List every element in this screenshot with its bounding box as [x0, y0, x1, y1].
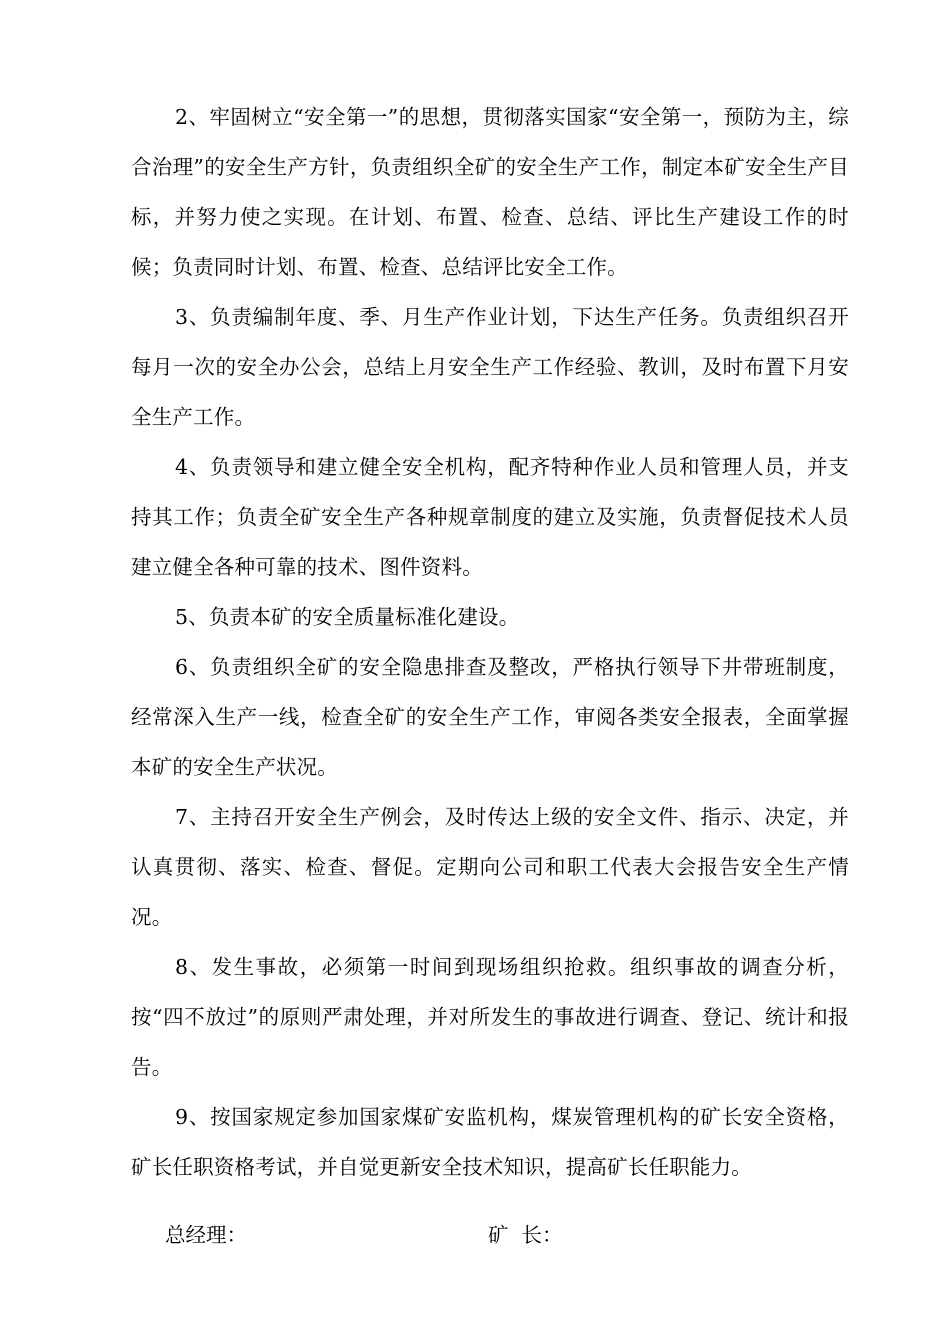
paragraph-item-9: 9、按国家规定参加国家煤矿安监机构，煤炭管理机构的矿长安全资格，矿长任职资格考试，并自觉更新安全技术知识，提高矿长任职能力。 — [131, 1105, 849, 1179]
paragraph-item-6: 6、负责组织全矿的安全隐患排查及整改，严格执行领导下井带班制度，经常深入生产一线，检查全矿的安全生产工作，审阅各类安全报表，全面掌握本矿的安全生产状况。 — [131, 655, 849, 779]
mine-manager-signature-label: 矿 长： — [488, 1223, 563, 1247]
paragraph-item-5: 5、负责本矿的安全质量标准化建设。 — [175, 605, 520, 629]
paragraph-item-2: 2、牢固树立“安全第一”的思想，贯彻落实国家“安全第一，预防为主，综合治理”的安全生产方针，负责组织全矿的安全生产工作，制定本矿安全生产目标，并努力使之实现。在计划、布置、检查、总结、评比生产建设工作的时候；负责同时计划、布置、检查、总结评比安全工作。 — [131, 105, 849, 279]
document-body — [131, 92, 849, 1192]
general-manager-signature-label: 总经理： — [165, 1223, 247, 1247]
paragraph-item-4: 4、负责领导和建立健全安全机构，配齐特种作业人员和管理人员，并支持其工作；负责全矿安全生产各种规章制度的建立及实施，负责督促技术人员建立健全各种可靠的技术、图件资料。 — [131, 455, 849, 579]
signature-row — [0, 1215, 950, 1255]
paragraph-item-3: 3、负责编制年度、季、月生产作业计划，下达生产任务。负责组织召开每月一次的安全办公会，总结上月安全生产工作经验、教训，及时布置下月安全生产工作。 — [131, 305, 849, 429]
paragraph-item-8: 8、发生事故，必须第一时间到现场组织抢救。组织事故的调查分析，按“四不放过”的原则严肃处理，并对所发生的事故进行调查、登记、统计和报告。 — [131, 955, 849, 1079]
paragraph-item-7: 7、主持召开安全生产例会，及时传达上级的安全文件、指示、决定，并认真贯彻、落实、检查、督促。定期向公司和职工代表大会报告安全生产情况。 — [131, 805, 849, 929]
